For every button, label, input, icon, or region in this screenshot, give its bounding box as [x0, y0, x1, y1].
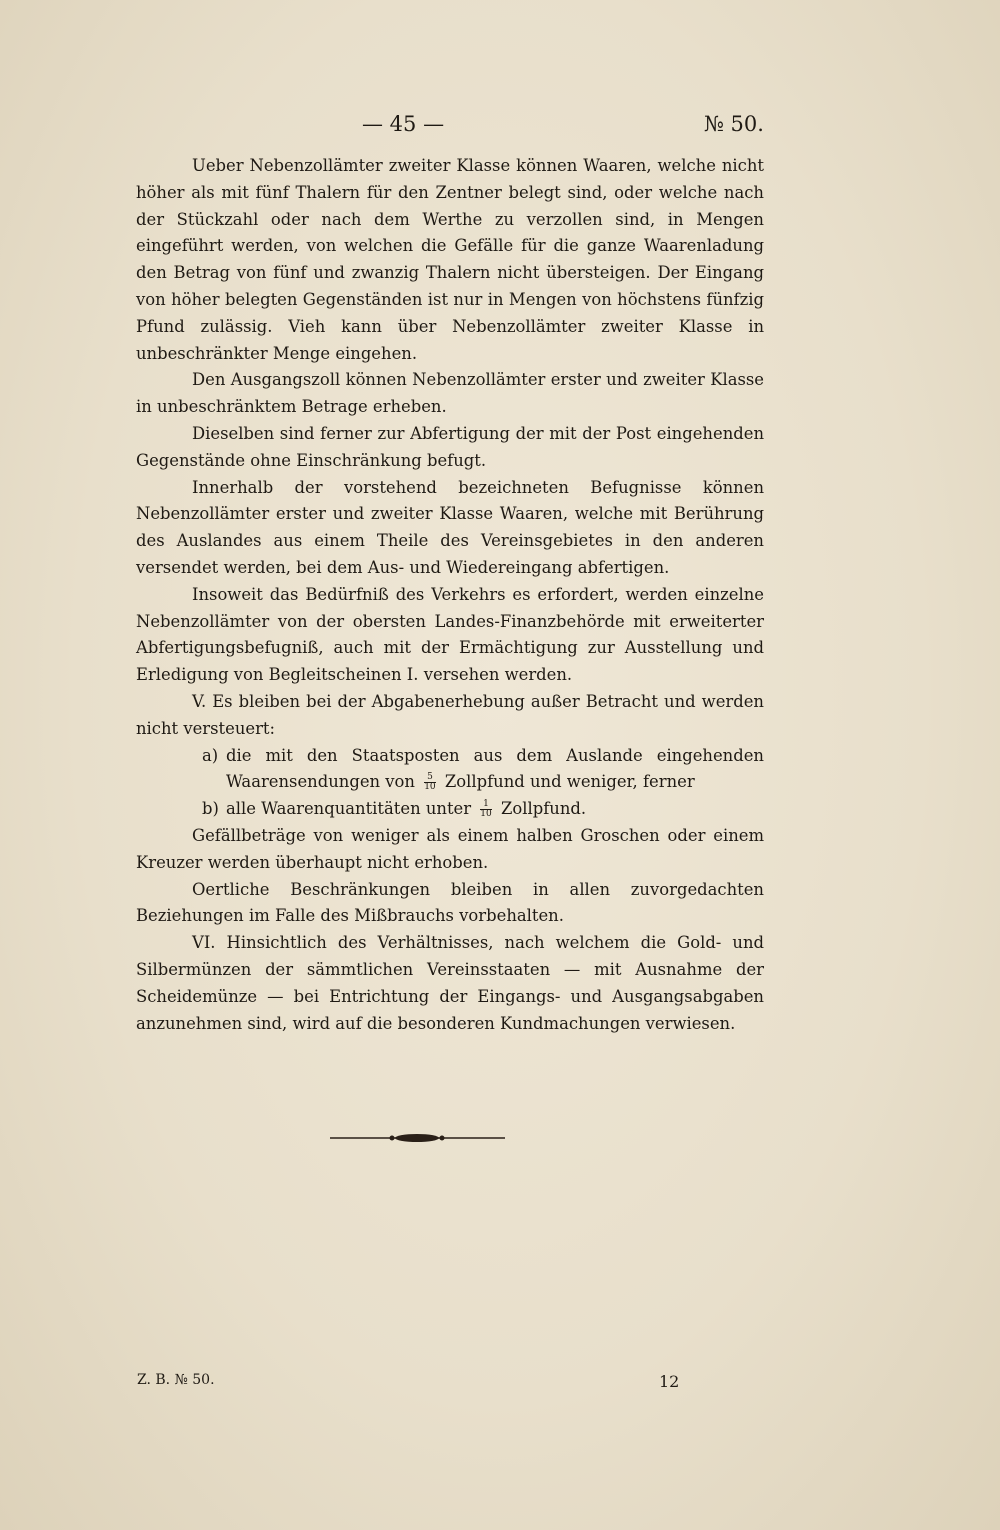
paragraph: Gefällbeträge von weniger als einem halben Groschen oder einem Kreuzer werden überhaupt nicht erhoben. — [136, 825, 764, 872]
paragraph: Dieselben sind ferner zur Abfertigung der mit der Post eingehenden Gegenstände ohne Einschränkung befugt. — [136, 423, 764, 470]
list-label: b) — [202, 799, 219, 819]
exemption-list — [136, 743, 764, 823]
paragraph: Den Ausgangszoll können Nebenzollämter erster und zweiter Klasse in unbeschränktem Betrage erheben. — [136, 370, 764, 417]
paragraph: Innerhalb der vorstehend bezeichneten Befugnisse können Nebenzollämter erster und zweiter Klasse Waaren, welche mit Berührung des Auslandes aus einem Theile des Vereinsgebietes in den anderen versendet werden, bei dem Aus- und Wiedereingang abfertigen. — [136, 477, 764, 577]
body-text — [136, 153, 764, 1037]
fraction: $\frac{1}{10}$ — [480, 799, 492, 820]
paragraph: Ueber Nebenzollämter zweiter Klasse können Waaren, welche nicht höher als mit fünf Thalern für den Zentner belegt sind, oder welche nach der Stückzahl oder nach dem Werthe zu verzollen sind, in Mengen eingeführt werden, von welchen die Gefälle für die ganze Waarenladung den Betrag von fünf und zwanzig Thalern nicht übersteigen. Der Eingang von höher belegten Gegenständen ist nur in Mengen von höchstens fünfzig Pfund zulässig. Vieh kann über Nebenzollämter zweiter Klasse in unbeschränkter Menge eingehen. — [136, 156, 764, 363]
page-footer — [0, 1372, 1000, 1396]
paragraph: Insoweit das Bedürfniß des Verkehrs es erfordert, werden einzelne Nebenzollämter von der obersten Landes-Finanzbehörde mit erweiterter Abfertigungsbefugniß, auch mit der Ermächtigung zur Ausstellung und Erledigung von Begleitscheinen I. versehen werden. — [136, 584, 764, 685]
paragraph: Oertliche Beschränkungen bleiben in allen zuvorgedachten Beziehungen im Falle des Mißbrauchs vorbehalten. — [136, 879, 764, 926]
ornament-divider — [330, 1130, 505, 1146]
list-item — [136, 743, 764, 797]
fraction: $\frac{5}{10}$ — [424, 772, 436, 793]
paragraph-section-vi: VI. Hinsichtlich des Verhältnisses, nach welchem die Gold- und Silbermünzen der sämmtlichen Vereinsstaaten — mit Ausnahme der Scheidemünze — bei Entrichtung der Eingangs- und Ausgangsabgaben anzunehmen sind, wird auf die besonderen Kundmachungen verwiesen. — [136, 933, 764, 1033]
sheet-number: 12 — [659, 1372, 680, 1391]
list-label: a) — [202, 745, 219, 765]
list-text: alle Waarenquantitäten unter $\frac{1}{10}$ Zollpfund. — [226, 799, 587, 820]
page-header — [0, 112, 1000, 142]
paragraph-section-v: V. Es bleiben bei der Abgabenerhebung außer Betracht und werden nicht versteuert: — [136, 691, 764, 738]
list-text: die mit den Staatsposten aus dem Auslande eingehenden Waarensendungen von $\frac{5}{10}$ Zollpfund und weniger, ferner — [226, 745, 764, 793]
footer-signature: Z. B. № 50. — [137, 1372, 215, 1388]
page-number: — 45 — — [362, 112, 445, 136]
list-item — [136, 796, 764, 823]
issue-number: № 50. — [704, 112, 764, 136]
